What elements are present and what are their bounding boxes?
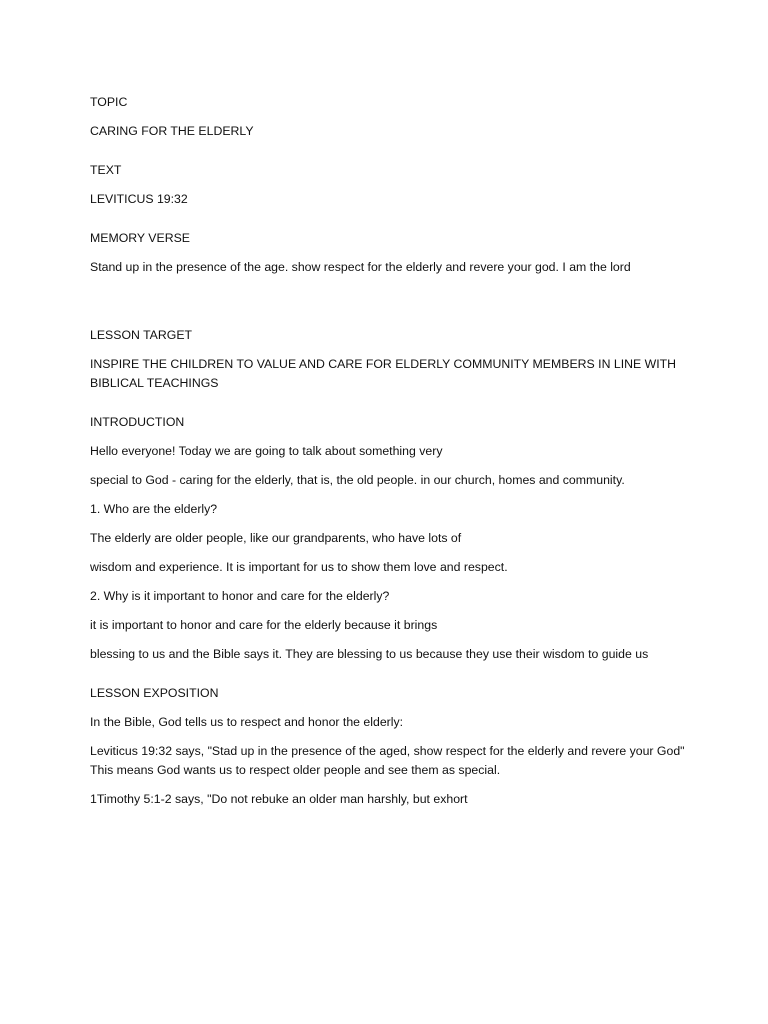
introduction-paragraph: it is important to honor and care for the elderly because it brings xyxy=(90,618,438,632)
topic-heading: TOPIC xyxy=(90,95,128,109)
topic-text: CARING FOR THE ELDERLY xyxy=(90,124,254,138)
text-reference: LEVITICUS 19:32 xyxy=(90,192,188,206)
lesson-target-heading: LESSON TARGET xyxy=(90,328,193,342)
exposition-paragraph: In the Bible, God tells us to respect and honor the elderly: xyxy=(90,715,404,729)
document-page xyxy=(90,93,690,819)
introduction-paragraph: 1. Who are the elderly? xyxy=(90,502,218,516)
memory-verse-heading: MEMORY VERSE xyxy=(90,231,190,245)
introduction-paragraph: The elderly are older people, like our grandparents, who have lots of xyxy=(90,531,462,545)
introduction-paragraph: 2. Why is it important to honor and care for the elderly? xyxy=(90,589,390,603)
introduction-paragraph: special to God - caring for the elderly, that is, the old people. in our church, homes and community. xyxy=(90,473,625,487)
memory-verse-text: Stand up in the presence of the age. show respect for the elderly and revere your god. I am the lord xyxy=(90,260,631,274)
introduction-heading: INTRODUCTION xyxy=(90,415,185,429)
lesson-target-text: INSPIRE THE CHILDREN TO VALUE AND CARE FOR ELDERLY COMMUNITY MEMBERS IN LINE WITH BIBLICAL TEACHINGS xyxy=(90,357,677,390)
introduction-paragraph: Hello everyone! Today we are going to talk about something very xyxy=(90,444,443,458)
exposition-heading: LESSON EXPOSITION xyxy=(90,686,219,700)
exposition-paragraph: Leviticus 19:32 says, "Stad up in the presence of the aged, show respect for the elderly and revere your God" This means God wants us to respect older people and see them as special. xyxy=(90,744,685,777)
exposition-paragraph: 1Timothy 5:1-2 says, "Do not rebuke an older man harshly, but exhort xyxy=(90,792,468,806)
introduction-paragraph: wisdom and experience. It is important for us to show them love and respect. xyxy=(90,560,508,574)
introduction-paragraph: blessing to us and the Bible says it. They are blessing to us because they use their wisdom to guide us xyxy=(90,647,649,661)
text-heading: TEXT xyxy=(90,163,122,177)
